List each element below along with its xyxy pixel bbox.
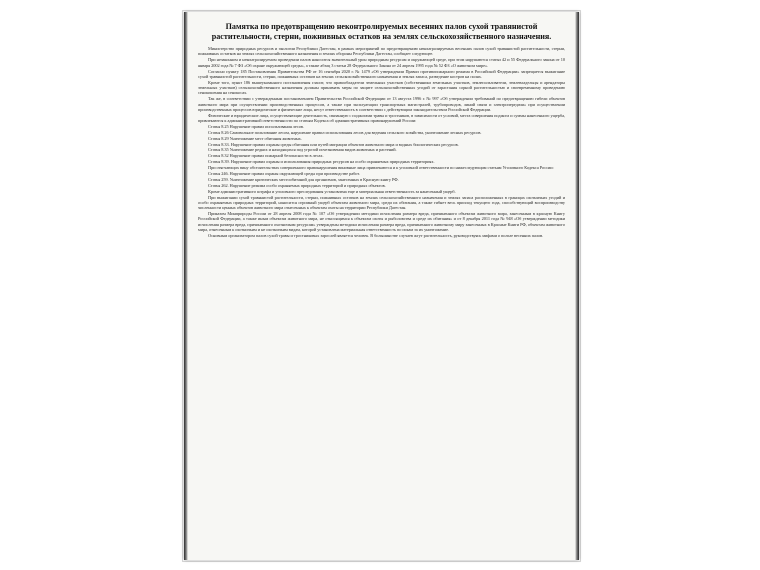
paragraph: Статья 8.32 Нарушение правил пожарной безопасности в лесах.	[208, 153, 324, 159]
paragraph: При выжигании сухой травянистой растительности, стерни, пожнивных остатков на землях сельскохозяйственного назначения и землях запаса расположенных в границах охотничьих угодий и особо охраняемых природных территорий, наносится огромный ущерб объектам животного мира, среди их обитания, а также гибнет весь приплод текущего года, способствующий воспроизводству численности ценных объектов животного мира отнесенных к объектам охоты на территории Республики Дагестан.	[198, 194, 565, 211]
scan-edge-right	[575, 12, 579, 560]
scan-edge-left	[184, 12, 188, 560]
paragraph: Согласно пункту 185 Постановления Правительства РФ от 16 сентября 2020 г. № 1479 «Об утверждении Правил противопожарного режима в Российской Федерации» запрещается выжигание сухой травянистой растительности, стерни, пожнивных остатков на землях сельскохозяйственного назначения и землях запаса, разведение костров на полях.	[198, 68, 565, 79]
paragraph: Статья 8.35 Уничтожение редких и находящихся под угрозой исчезновения видов животных и растений.	[208, 147, 397, 153]
paragraph: Так же, в соответствии с утвержденным постановлением Правительства Российской Федерации от 13 августа 1996 г. № 997 «Об утверждении требований по предотвращению гибели объектов животного мира при осуществлении производственных процессов, а также при эксплуатации транспортных магистралей, трубопроводов, линий связи и электропередачи» при осуществлении производственных процессов юридические и физические лица, несут ответственность в соответствии с действующим законодательством Российской Федерации.	[198, 96, 565, 112]
paragraph: Приказом Минприроды России от 28 апреля 2008 года № 107 «Об утверждении методики исчисления размера вреда, причиненного объектам животного мира, занесенным в красную Книгу Российской Федерации, а также иным объектам животного мира, не относящимся к объектам охоты и рыболовства и среде их обитания» и от 8 декабря 2011 года № 948 «Об утверждении методики исчисления размера вреда, причиненного охотничьим ресурсам» утверждены методики исчисления размера вреда, причиненного животному миру занесенных в Красные Книги РФ, объектам животного мира, отнесенным к охотничьим и не охотничьим видам, которой установлена материальная ответственность по искам за их уничтожение.	[198, 211, 565, 232]
paragraph: При отягчающих вину обстоятельствах совершенного правонарушения виновные лица привлекаются и к уголовной ответственности по нижеследующим статьям Уголовного Кодекса России:	[208, 165, 554, 171]
document-page	[184, 12, 579, 560]
paragraph: Министерство природных ресурсов и экологии Республики Дагестан, в рамках мероприятий по предотвращению неконтролируемых весенних палов сухой травянистой растительности, стерни, пожнивных остатков на землях сельскохозяйственного назначения и землях обороны Республики Дагестан, сообщает следующее.	[198, 46, 565, 57]
paragraph: Статья 8.29 Уничтожение мест обитания животных.	[208, 135, 302, 141]
paragraph: Статья 8.25 Нарушение правил использования лесов.	[208, 123, 304, 129]
paragraph: Кроме того, пункт 186 вышеуказанного постановления гласит, что правообладатели земельных участков (собственники земельных участков, землепользователи, землевладельцы и арендаторы земельных участков) сельскохозяйственного назначения должны принимать меры по защите сельскохозяйственных угодий от зарастания сорной растительностью и своевременному проведению сенокошения на сенокосах.	[198, 79, 565, 96]
document-body	[198, 46, 565, 238]
paragraph: Статья 8.39. Нарушение правил охраны и использования природных ресурсов на особо охраняемых природных территориях.	[208, 159, 435, 165]
paragraph: Статья 8.26 Самовольное пользование лесом, нарушение правил использования лесов для ведения сельского хозяйства, уничтожение лесных ресурсов.	[208, 129, 482, 135]
paragraph: Основным организатором палов сухой травы и тростниковых зарослей является человек. В большинстве случаев жгут растительность, руководствуясь мифами о пользе весенних палов.	[208, 232, 544, 238]
paragraph: Статья 262. Нарушение режима особо охраняемых природных территорий и природных объектов.	[208, 182, 386, 188]
paragraph: Статья 259. Уничтожение критических местообитаний для организмов, занесенных в Красную книгу РФ.	[208, 176, 399, 182]
paragraph: Статья 246. Нарушение правил охраны окружающей среды при производстве работ.	[208, 171, 360, 177]
document-content	[198, 22, 565, 554]
paragraph: Физические и юридические лица, осуществляющие деятельность, связанную с поджогами травы и тростников, в зависимости от условий, места совершения поджога и суммы нанесенного ущерба, привлекаются к административной ответственности по статьям Кодекса об административных правонарушений России:	[198, 112, 565, 124]
paragraph: При незаконном и неконтролируемом проведении палов наносится значительный урон природным ресурсам и окружающей среде, при этом нарушаются статьи 42 и 55 Федерального закона от 10 января 2002 года № 7 ФЗ «Об охране окружающей среды», а также абзац 3 статьи 28 Федерального Закона от 24 апреля 1995 года № 52 ФЗ «О животном мире».	[198, 57, 565, 68]
paragraph: Статья 8.33. Нарушение правил охраны среды обитания или путей миграции объектов животного мира и водных биологических ресурсов.	[208, 141, 459, 147]
paragraph: Кроме административного штрафа и уголовного преследования установлена еще и материальная ответственность за нанесенный ущерб.	[208, 188, 456, 194]
document-title: Памятка по предотвращению неконтролируемых весенних палов сухой травянистой растительности, стерни, пожнивных остатков на землях сельскохозяйственного назначения.	[211, 22, 552, 41]
